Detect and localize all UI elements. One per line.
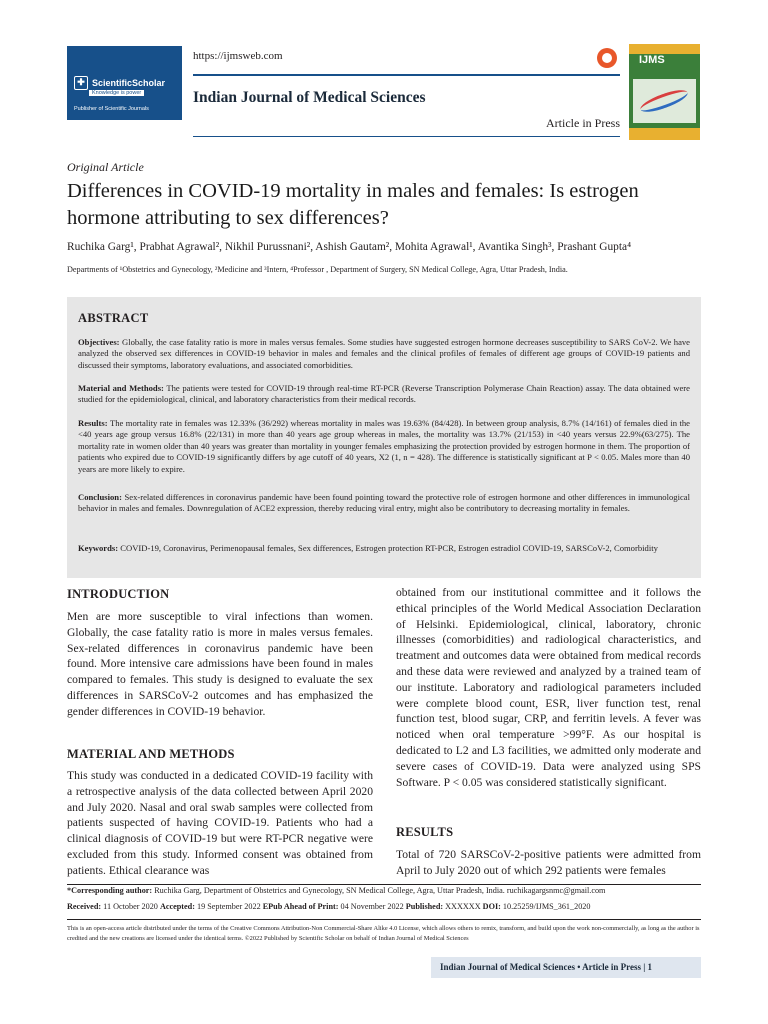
header-divider-bottom: [193, 136, 620, 137]
header-divider: [193, 74, 620, 76]
article-title: Differences in COVID-19 mortality in males and females: Is estrogen hormone attributing to sex differences?: [67, 180, 639, 229]
abstract-conclusion: Conclusion: Sex-related differences in coronavirus pandemic have been found pointing toward the protective role of estrogen hormone and other differences in immunological behavior in males and females. Downregulation of ACE2 expression, thereby reducing viral entry, might also be contributory to decreasing mortality in females.: [78, 492, 690, 514]
publisher-tagline: Knowledge is power: [89, 90, 144, 96]
abstract-methods: Material and Methods: The patients were tested for COVID-19 through real-time RT-PCR (Reverse Transcription Polymerase Chain Reaction) assay. The data obtained were studied for the epidemiological, clinical, and laboratory characteristics from their medical records.: [78, 383, 690, 405]
journal-cover-image: [629, 44, 700, 140]
publisher-name: ScientificScholar: [92, 78, 166, 88]
results-heading: RESULTS: [396, 825, 454, 839]
abstract-objectives: Objectives: Globally, the case fatality ratio is more in males versus females. Some studies have suggested estrogen hormone decreases susceptibility to SARS CoV-2. We have analyzed the observed sex differences in COVID-19 behavior in males and females and the clinical profiles of females of different age groups of COVID-19 patients and discussed their symptoms, laboratory evaluations, and associated comorbidities.: [78, 337, 690, 370]
affiliations: Departments of ¹Obstetrics and Gynecology, ²Medicine and ³Intern, ⁴Professor , Department of Surgery, SN Medical College, Agra, Uttar Pradesh, India.: [67, 265, 568, 274]
introduction-text: Men are more susceptible to viral infections than women. Globally, the case fatality ratio is more in males versus females. Sex-related differences in coronavirus pandemic have been found. More intensive care admissions have been found in males compared to females. This study is designed to evaluate the sex differences in SARSCoV-2 outcomes and has emphasized the gender differences in COVID-19 behavior.: [67, 610, 373, 718]
results-text: Total of 720 SARSCoV-2-positive patients were admitted from April to July 2020 out of which 292 patients were females: [396, 848, 701, 877]
article-status: Article in Press: [546, 116, 620, 130]
article-dates: Received: 11 October 2020 Accepted: 19 September 2022 EPub Ahead of Print: 04 November 2022 Published: XXXXXX DOI: 10.25259/IJMS_361_2020: [67, 902, 591, 911]
corresponding-author: *Corresponding author: Ruchika Garg, Department of Obstetrics and Gynecology, SN Medical College, Agra, Uttar Pradesh, India. ruchikagargsnmc@gmail.com: [67, 886, 606, 895]
introduction-heading: INTRODUCTION: [67, 587, 170, 601]
open-access-icon[interactable]: [597, 48, 617, 68]
abstract-box: [67, 297, 701, 578]
methods-text: This study was conducted in a dedicated COVID-19 facility with a retrospective analysis of the data collected between April 2020 and July 2020. Nasal and oral swab samples were collected from patients suspected of having COVID-19. Patients who had a clinical diagnosis of COVID-19 but were RT-PCR negative were excluded from this study. Informed consent was obtained from patients. Ethical clearance was: [67, 769, 373, 877]
publisher-logo: [67, 46, 182, 120]
footnote-divider: [67, 884, 701, 885]
publisher-description: Publisher of Scientific Journals: [74, 106, 149, 112]
methods-heading: MATERIAL AND METHODS: [67, 747, 235, 761]
abstract-keywords: Keywords: COVID-19, Coronavirus, Perimenopausal females, Sex differences, Estrogen protection RT-PCR, Estrogen estradiol COVID-19, SARSCoV-2, Comorbidity: [78, 543, 658, 553]
cover-title: IJMS: [639, 54, 665, 66]
abstract-heading: ABSTRACT: [78, 311, 149, 325]
journal-url-link[interactable]: https://ijmsweb.com: [193, 50, 283, 62]
methods-text-continued: obtained from our institutional committee and it follows the ethical principles of the World Medical Association Declaration of Helsinki. Epidemiological, clinical, laboratory, chronic illnesses (comorbidities) and radiological characteristics, and treatment and outcomes data were obtained from medical records and these data were reviewed and analyzed by a trained team of our institute. Laboratory and radiological parameters included were complete blood count, ESR, liver function test, renal function test, blood sugar, CRP, and ferritin levels. A fever was noticed when oral temperature >99°F. As our hospital is dedicated to L2 and L3 facilities, we admitted only moderate and severe cases of COVID-19. Data were analyzed using SPS Software. P < 0.05 was considered statistically significant.: [396, 586, 701, 789]
license-text: This is an open-access article distributed under the terms of the Creative Commons Attribution-Non Commercial-Share Alike 4.0 License, which allows others to remix, transform, and build upon the work non-commercially, as long as the author is credited and the new creations are licensed under the identical terms. ©2022 Published by Scientific Scholar on behalf of Indian Journal of Medical Sciences: [67, 925, 700, 942]
running-footer: Indian Journal of Medical Sciences • Article in Press | 1: [431, 957, 701, 978]
license-divider: [67, 919, 701, 920]
scientific-scholar-icon: ✚: [74, 76, 88, 90]
author-list: Ruchika Garg¹, Prabhat Agrawal², Nikhil Purussnani², Ashish Gautam², Mohita Agrawal¹, Avantika Singh³, Prashant Gupta⁴: [67, 241, 632, 253]
journal-name: Indian Journal of Medical Sciences: [193, 89, 426, 106]
article-type: Original Article: [67, 160, 144, 174]
abstract-results: Results: The mortality rate in females was 12.33% (36/292) whereas mortality in males was 19.63% (84/428). In between group analysis, 8.7% (14/161) of females died in the <40 years age group versus 16.8% (22/131) in more than 40 years age group whereas in males, the mortality was 13.7% (21/153) in <40 years versus 22.9%(63/275). The mortality rate in women older than 40 years was greater than mortality in younger females emphasizing the protection provided by estrogen hormone in them. The proportion of patients who expired due to COVID-19 significantly differs by age cutoff of 40 years, X2 (1, n = 428). The difference is statistically significant at P < 0.05. Males more than 40 years are more likely to expire.: [78, 418, 690, 474]
